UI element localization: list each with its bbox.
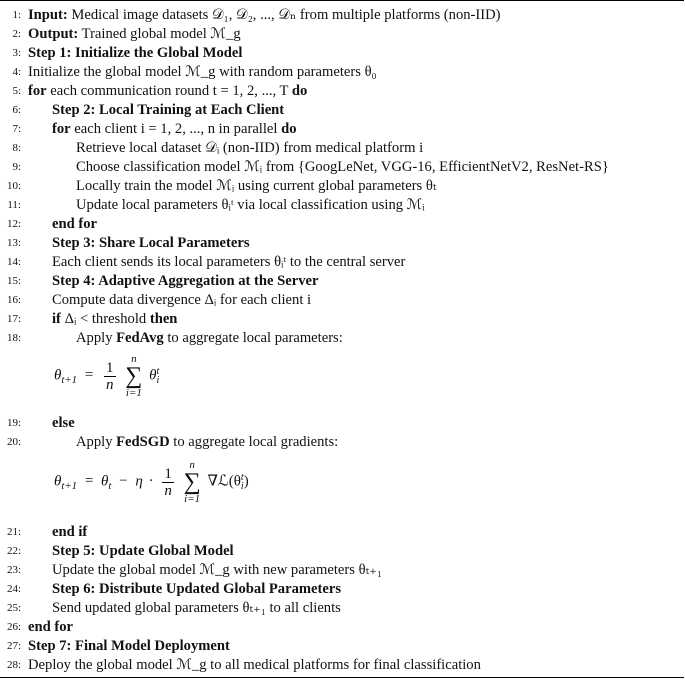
algo-line-20 <box>0 433 684 451</box>
algo-line-14 <box>0 253 684 271</box>
algo-line-11 <box>0 196 684 214</box>
algo-line-21 <box>0 523 684 541</box>
eq-sum-upper: n <box>189 459 195 471</box>
algo-line-4 <box>0 63 684 81</box>
line-number: 25: <box>6 602 21 614</box>
keyword-then: then <box>149 311 178 327</box>
algo-line-9 <box>0 158 684 176</box>
fedavg-label: FedAvg <box>116 330 164 346</box>
algo-line-28 <box>0 656 684 674</box>
line-text: Retrieve local dataset 𝒟ᵢ (non-IID) from medical platform i <box>76 140 424 156</box>
line-number: 22: <box>6 545 21 557</box>
algo-line-10 <box>0 177 684 195</box>
eq-theta: θ <box>54 367 62 384</box>
algo-line-2 <box>0 25 684 43</box>
keyword-for: for <box>28 83 47 99</box>
line-number: 28: <box>6 659 21 671</box>
algo-line-15 <box>0 272 684 290</box>
line-text: Compute data divergence Δᵢ for each client i <box>52 292 312 308</box>
line-number: 5: <box>12 85 21 97</box>
line-number: 1: <box>12 9 21 21</box>
eq-theta: θ <box>54 473 62 490</box>
algo-line-23 <box>0 561 684 579</box>
line-text: Initialize the global model ℳ_g with random parameters θ₀ <box>28 64 377 80</box>
line-number: 7: <box>12 123 21 135</box>
line-number: 4: <box>12 66 21 78</box>
algo-line-1 <box>0 6 684 24</box>
line-text: Update the global model ℳ_g with new parameters θₜ₊₁ <box>52 562 382 578</box>
algo-line-26 <box>0 618 684 636</box>
line-number: 16: <box>6 294 21 306</box>
step-heading: Step 6: Distribute Updated Global Parameters <box>52 581 342 597</box>
algo-line-16 <box>0 291 684 309</box>
line-number: 2: <box>12 28 21 40</box>
fedavg-equation: $\theta_{t+1}$ = $\frac{1}{n}$ n ∑ i=1 θ t i <box>54 353 160 399</box>
algo-line-13 <box>0 234 684 252</box>
line-content <box>28 6 501 24</box>
eq-fraction-denominator: n <box>164 482 172 499</box>
fedsgd-label: FedSGD <box>116 434 170 450</box>
eq-eta: η <box>135 473 143 490</box>
line-number: 9: <box>12 161 21 173</box>
step-heading: Step 1: Initialize the Global Model <box>28 45 243 61</box>
output-text: Trained global model ℳ_g <box>78 26 241 42</box>
line-number: 21: <box>6 526 21 538</box>
line-number: 11: <box>7 199 21 211</box>
line-number: 8: <box>12 142 21 154</box>
line-number: 23: <box>6 564 21 576</box>
line-number: 12: <box>6 218 21 230</box>
eq-gradient: ∇ℒ(θ <box>207 473 241 490</box>
line-text: Apply <box>76 330 117 346</box>
eq-subscript: t <box>108 479 112 492</box>
line-text: Choose classification model ℳᵢ from {GoogLeNet, VGG-16, EfficientNetV2, ResNet-RS} <box>76 159 609 175</box>
step-heading: Step 2: Local Training at Each Client <box>52 102 285 118</box>
keyword-end-for: end for <box>28 619 73 635</box>
algo-line-18 <box>0 329 684 347</box>
keyword-do: do <box>281 121 297 137</box>
algo-line-8 <box>0 139 684 157</box>
line-text: Apply <box>76 434 117 450</box>
algo-line-17 <box>0 310 684 328</box>
eq-superscript: t <box>240 472 244 483</box>
line-text: Update local parameters θᵢᵗ via local classification using ℳᵢ <box>76 197 425 213</box>
algo-line-22 <box>0 542 684 560</box>
line-number: 18: <box>6 332 21 344</box>
eq-sum-upper: n <box>131 353 137 365</box>
eq-superscript: t <box>156 366 160 377</box>
line-number: 15: <box>6 275 21 287</box>
input-label: Input: <box>28 7 68 23</box>
algo-line-25 <box>0 599 684 617</box>
line-text: Send updated global parameters θₜ₊₁ to all clients <box>52 600 341 616</box>
bottom-rule <box>0 677 684 678</box>
fedsgd-equation: $\theta_{t+1} = \theta_t - \eta$ · $\frac{1}{n}$ n ∑ i=1 ∇ℒ(θ t i ) <box>54 459 249 505</box>
line-text: Each client sends its local parameters θᵢᵗ to the central server <box>52 254 406 270</box>
top-rule <box>0 0 684 1</box>
eq-sum-lower: i=1 <box>125 387 142 399</box>
line-text: Deploy the global model ℳ_g to all medical platforms for final classification <box>28 657 481 673</box>
algo-line-24 <box>0 580 684 598</box>
algo-line-27 <box>0 637 684 655</box>
eq-theta: θ <box>101 473 109 490</box>
eq-subscript: i <box>156 375 160 386</box>
eq-subscript: i <box>240 481 244 492</box>
eq-fraction-numerator: 1 <box>106 359 114 376</box>
line-number: 20: <box>6 436 21 448</box>
output-label: Output: <box>28 26 79 42</box>
line-number: 24: <box>6 583 21 595</box>
line-number: 3: <box>12 47 21 59</box>
line-text: Locally train the model ℳᵢ using current global parameters θₜ <box>76 178 437 194</box>
line-text: each communication round t = 1, 2, ..., T <box>46 83 292 99</box>
line-number: 10: <box>6 180 21 192</box>
line-number: 26: <box>6 621 21 633</box>
step-heading: Step 7: Final Model Deployment <box>28 638 230 654</box>
eq-summation: n ∑ i=1 <box>125 353 143 399</box>
keyword-for: for <box>52 121 71 137</box>
eq-summation: n ∑ i=1 <box>183 459 201 505</box>
keyword-do: do <box>291 83 308 99</box>
eq-theta: θ <box>149 367 157 384</box>
algo-line-5 <box>0 82 684 100</box>
eq-fraction-denominator: n <box>106 376 114 393</box>
line-text: each client i = 1, 2, ..., n in parallel <box>70 121 282 137</box>
line-number: 6: <box>12 104 21 116</box>
step-heading: Step 3: Share Local Parameters <box>52 235 250 251</box>
algo-line-7 <box>0 120 684 138</box>
keyword-else: else <box>52 415 75 431</box>
eq-subscript: t+1 <box>61 373 78 386</box>
eq-paren: ) <box>243 473 249 490</box>
line-text: Δᵢ < threshold <box>60 311 150 327</box>
line-number: 27: <box>6 640 21 652</box>
eq-fraction <box>104 360 116 393</box>
step-heading: Step 4: Adaptive Aggregation at the Server <box>52 273 319 289</box>
line-content <box>28 25 241 43</box>
eq-fraction <box>162 466 174 499</box>
line-number: 19: <box>6 417 21 429</box>
eq-fraction-numerator: 1 <box>164 465 172 482</box>
line-text: to aggregate local gradients: <box>169 434 339 450</box>
line-number: 17: <box>6 313 21 325</box>
step-heading: Step 5: Update Global Model <box>52 543 234 559</box>
keyword-if: if <box>52 311 61 327</box>
input-text: Medical image datasets 𝒟₁, 𝒟₂, ..., 𝒟ₙ from multiple platforms (non-IID) <box>67 7 501 23</box>
line-number: 14: <box>6 256 21 268</box>
algo-line-6 <box>0 101 684 119</box>
keyword-end-for: end for <box>52 216 97 232</box>
line-number: 13: <box>6 237 21 249</box>
algo-line-3 <box>0 44 684 62</box>
algo-line-12 <box>0 215 684 233</box>
algo-line-19 <box>0 414 684 432</box>
eq-subscript: t+1 <box>61 479 78 492</box>
line-text: to aggregate local parameters: <box>163 330 343 346</box>
eq-sum-lower: i=1 <box>184 493 201 505</box>
keyword-end-if: end if <box>52 524 88 540</box>
